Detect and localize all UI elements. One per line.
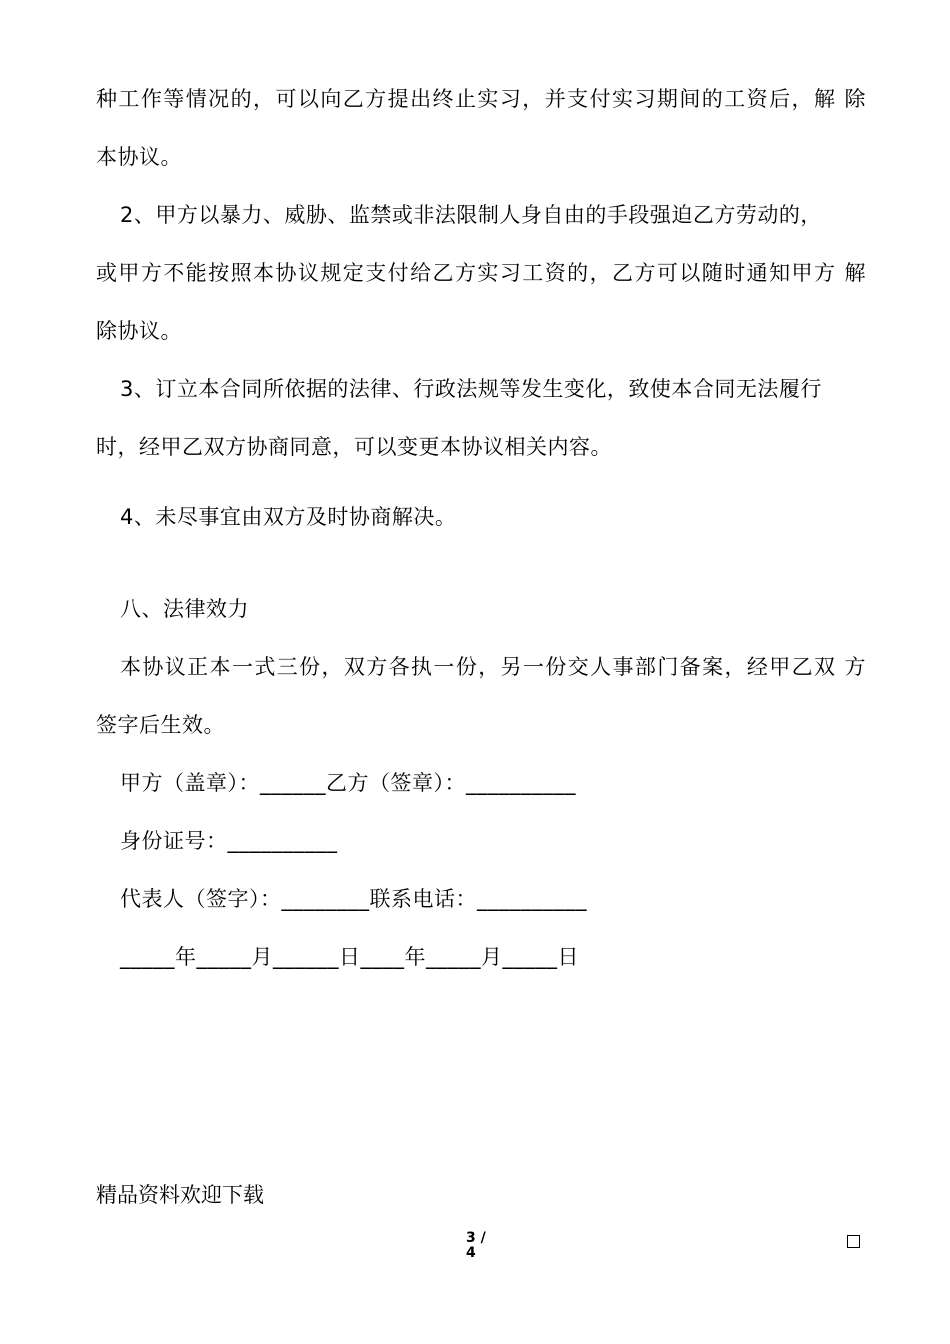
paragraph-line: 本协议正本一式三份，双方各执一份，另一份交人事部门备案，经甲乙双 方 — [120, 655, 866, 679]
id-number-line: 身份证号：__________ — [120, 829, 338, 853]
clause-2-line: 2、甲方以暴力、威胁、监禁或非法限制人身自由的手段强迫乙方劳动的， — [120, 203, 822, 227]
footer-note: 精品资料欢迎下载 — [96, 1183, 264, 1207]
signature-line-parties: 甲方（盖章）：______乙方（签章）：__________ — [120, 771, 576, 795]
paragraph-line: 本协议。 — [96, 145, 182, 169]
page-number — [466, 1231, 496, 1261]
paragraph-line: 种工作等情况的，可以向乙方提出终止实习，并支付实习期间的工资后，解 除 — [96, 87, 866, 111]
page-current: 3 / — [466, 1230, 486, 1246]
clause-3-line: 3、订立本合同所依据的法律、行政法规等发生变化，致使本合同无法履行 — [120, 377, 822, 401]
checkbox-icon — [847, 1235, 860, 1248]
paragraph-line: 时，经甲乙双方协商同意，可以变更本协议相关内容。 — [96, 435, 612, 459]
paragraph-line: 签字后生效。 — [96, 713, 225, 737]
date-line: _____年_____月______日____年_____月_____日 — [120, 945, 579, 969]
paragraph-line: 或甲方不能按照本协议规定支付给乙方实习工资的，乙方可以随时通知甲方 解 — [96, 261, 866, 285]
clause-4-line: 4、未尽事宜由双方及时协商解决。 — [120, 505, 457, 529]
section-heading: 八、法律效力 — [120, 597, 249, 621]
representative-line: 代表人（签字）：________联系电话：__________ — [120, 887, 587, 911]
paragraph-line: 除协议。 — [96, 319, 182, 343]
page-total: 4 — [466, 1245, 476, 1261]
